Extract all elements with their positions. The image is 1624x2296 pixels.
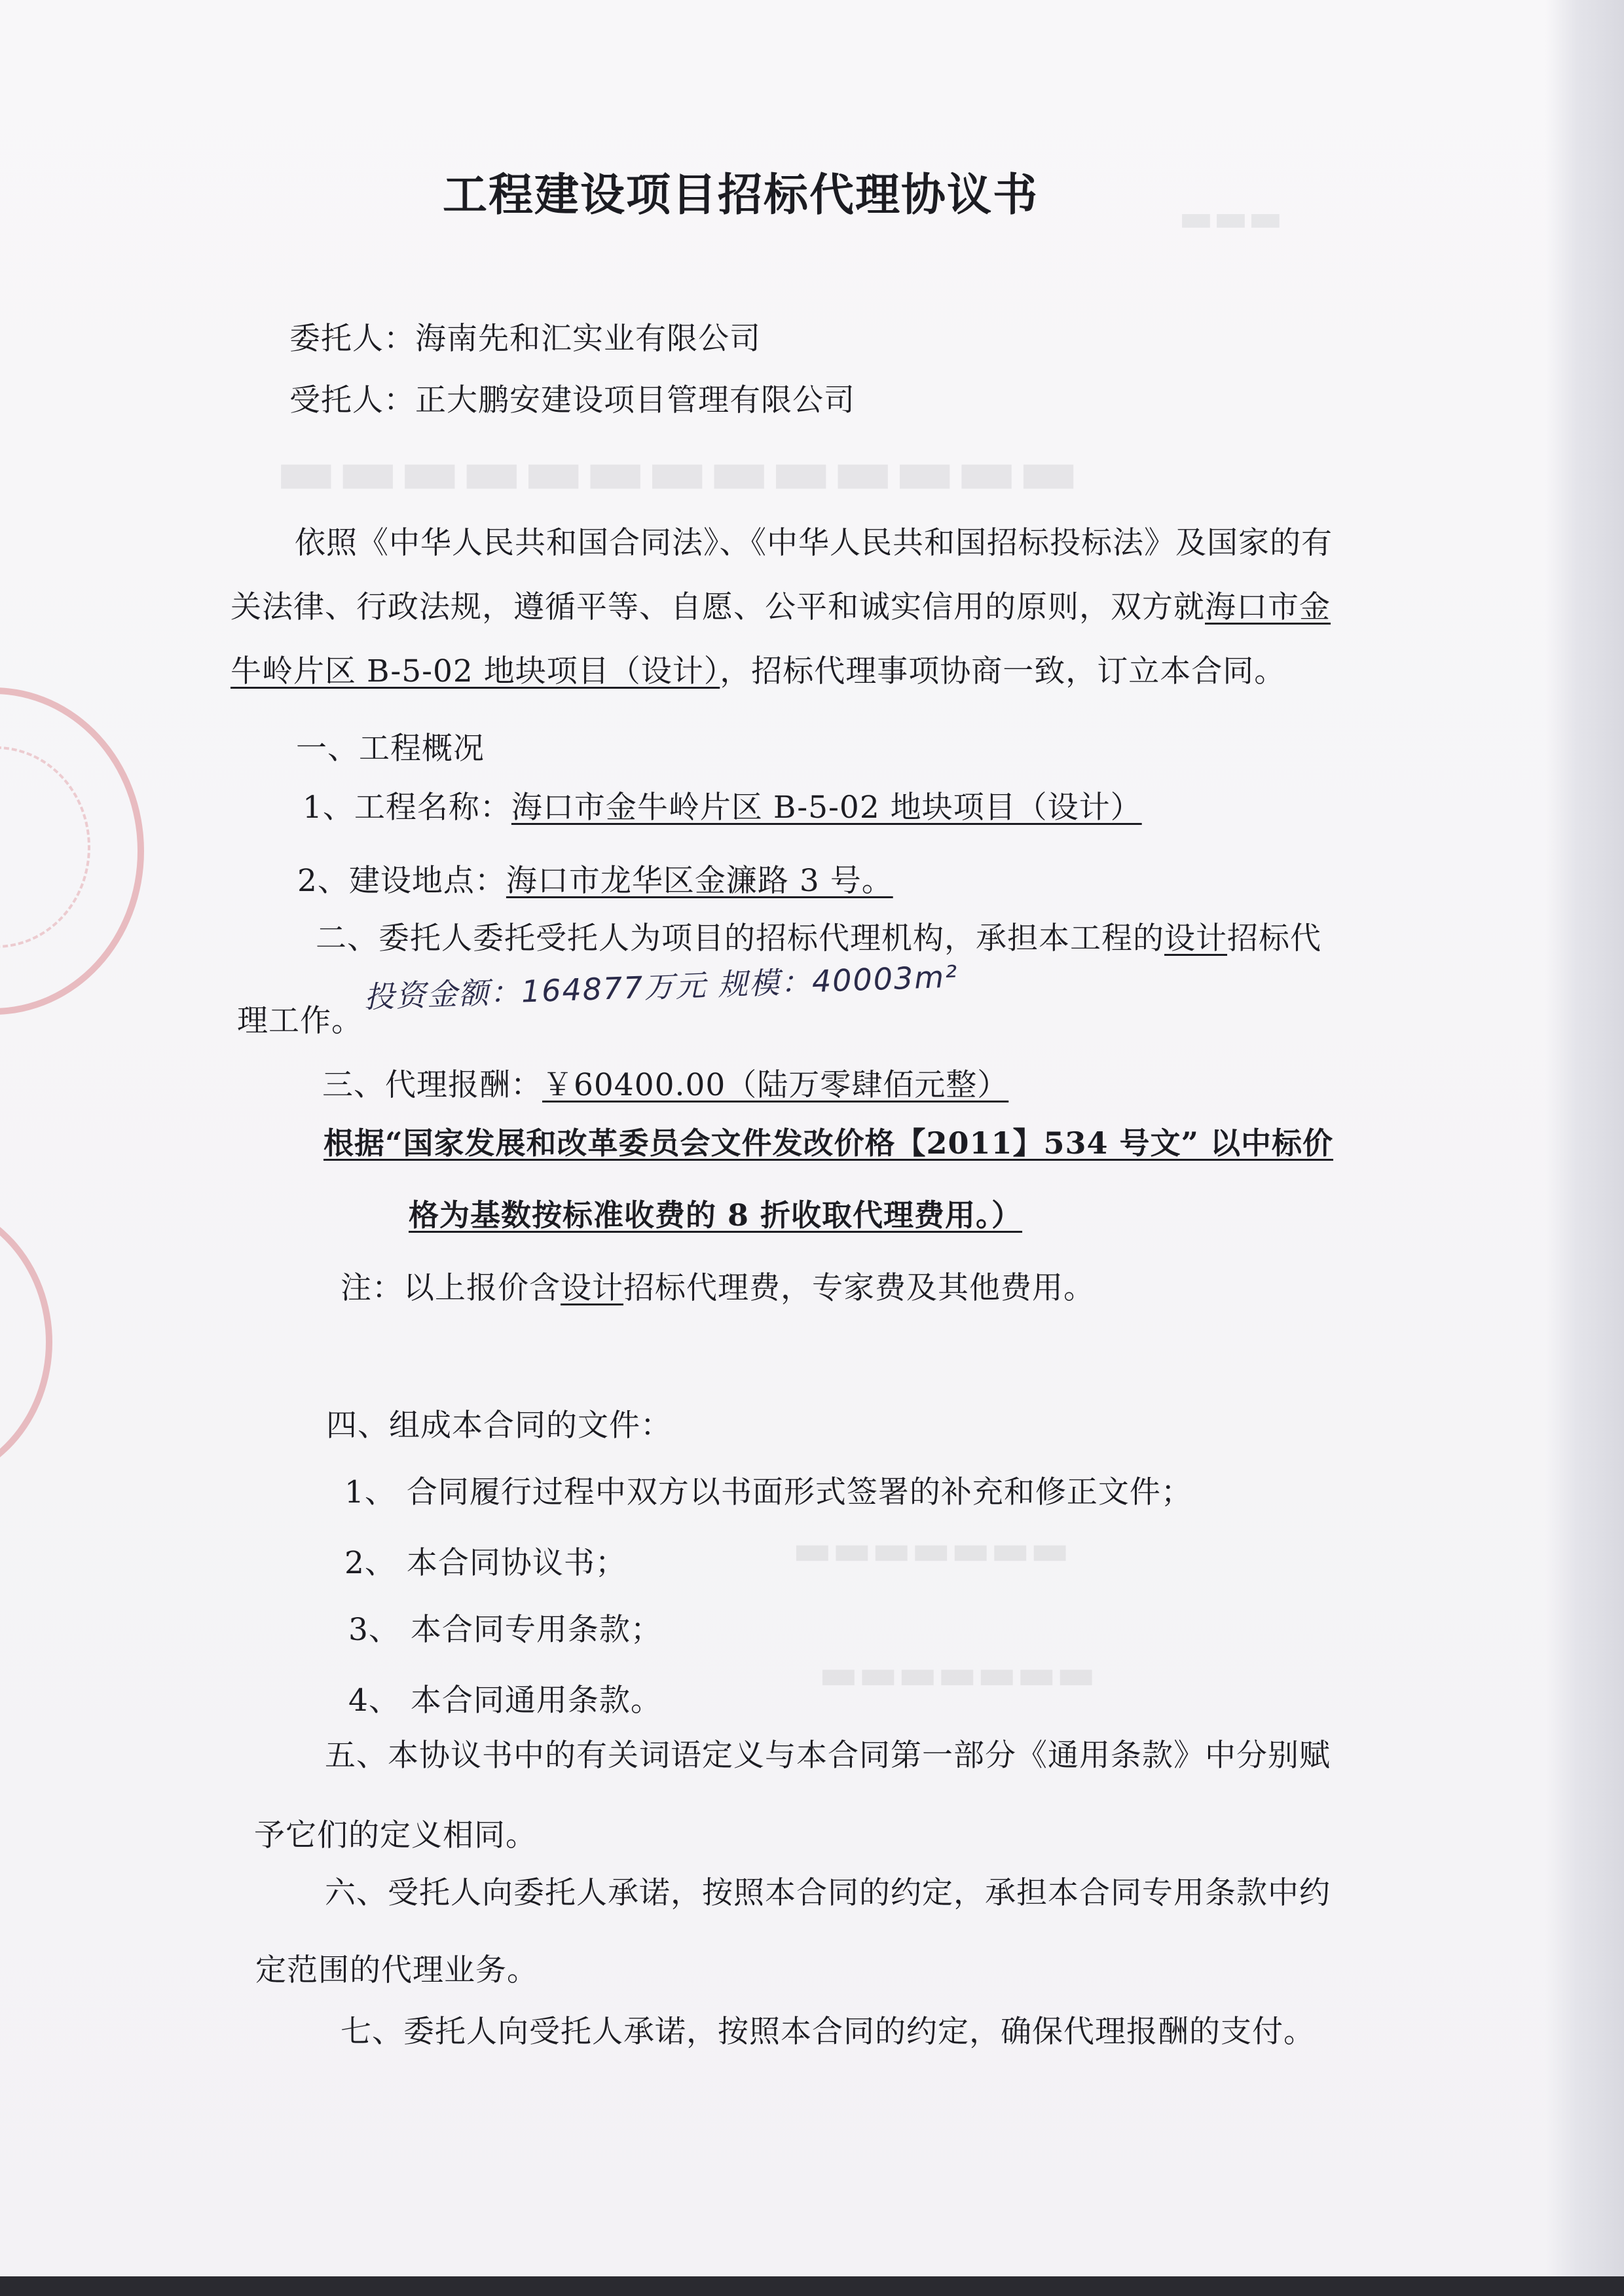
project-site-line [297,862,893,901]
section-5-line-1: 五、本协议书中的有关词语定义与本合同第一部分《通用条款》中分别赋 [325,1738,1331,1774]
preamble-line-2-text: 关法律、行政法规，遵循平等、自愿、公平和诚实信用的原则，双方就 [231,589,1205,625]
section-6-line-2: 定范围的代理业务。 [255,1952,538,1988]
fee-note-line [341,1269,1095,1308]
fee-note-text-2: 招标代理费，专家费及其他费用。 [623,1270,1095,1306]
page-edge-shadow [1545,0,1624,2296]
project-name-underlined-part1: 海口市金 [1205,589,1331,625]
handwritten-note: 投资金额：164877万元 规模：40003m² [363,958,959,1015]
fee-basis-line-1: 根据“国家发展和改革委员会文件发改价格【2011】534 号文” 以中标价 [323,1125,1333,1161]
bleed-through-line-a: ▬▬▬▬▬▬▬ [792,1525,1070,1575]
bleed-through-title: ▬▬▬▬▬▬▬▬▬▬▬▬▬ [275,432,1080,509]
preamble-line-3 [231,652,1285,691]
document-list-item-2: 2、 本合同协议书； [344,1545,627,1581]
preamble-line-3-text: ，招标代理事项协商一致，订立本合同。 [720,653,1286,689]
client-name: 海南先和汇实业有限公司 [415,321,761,357]
document-title: 工程建设项目招标代理协议书 [443,169,1039,221]
document-list-item-3: 3、 本合同专用条款； [348,1612,662,1648]
agent-name: 正大鹏安建设项目管理有限公司 [415,382,855,418]
agent-line [289,381,855,420]
fee-basis-line-2: 格为基数按标准收费的 8 折收取代理费用。） [409,1197,1023,1233]
preamble-line-2 [231,588,1331,627]
section-2-line-1 [316,919,1321,958]
project-name-value: 海口市金牛岭片区 B-5-02 地块项目（设计） [511,790,1142,826]
section-2-line-2: 理工作。 [237,1003,363,1039]
fee-line [322,1066,1008,1105]
bleed-through-line-b: ▬▬▬▬▬▬▬ [819,1650,1096,1699]
section-6-line-1: 六、受托人向委托人承诺，按照本合同的约定，承担本合同专用条款中约 [325,1875,1331,1911]
bleed-through-number: ▬▬▬ [1179,196,1283,240]
section-2-text: 二、委托人委托受托人为项目的招标代理机构，承担本工程的 [316,920,1164,957]
preamble-line-1: 依照《中华人民共和国合同法》、《中华人民共和国招标投标法》及国家的有 [295,525,1333,561]
document-list-item-4: 4、 本合同通用条款。 [348,1683,662,1719]
section-7-line-1: 七、委托人向受托人承诺，按照本合同的约定，确保代理报酬的支付。 [341,2014,1315,2050]
section-1-heading: 一、工程概况 [296,731,485,767]
project-site-value: 海口市龙华区金濂路 3 号。 [506,863,893,899]
project-name-line [303,788,1142,828]
fee-amount: ￥60400.00（陆万零肆佰元整） [542,1067,1009,1103]
client-line [289,319,761,359]
section-2-tail: 招标代 [1227,920,1321,957]
section-4-heading: 四、组成本合同的文件： [326,1408,672,1444]
client-label: 委托人： [289,321,415,357]
scan-bottom-border [0,2276,1624,2296]
fee-label: 三、代理报酬： [322,1067,542,1103]
document-list-item-1: 1、 合同履行过程中双方以书面形式签署的补充和修正文件； [344,1474,1192,1510]
section-2-design-underlined: 设计 [1164,920,1227,957]
fee-note-design-underlined: 设计 [561,1270,623,1306]
fee-note-text-1: 注：以上报价含 [341,1270,561,1306]
section-5-line-2: 予它们的定义相同。 [254,1817,537,1853]
agent-label: 受托人： [289,382,415,418]
red-seal-stamp-lower [0,1198,52,1486]
project-name-underlined-part2: 牛岭片区 B-5-02 地块项目（设计） [231,653,720,689]
project-name-label: 1、工程名称： [303,790,511,826]
project-site-label: 2、建设地点： [297,863,506,899]
